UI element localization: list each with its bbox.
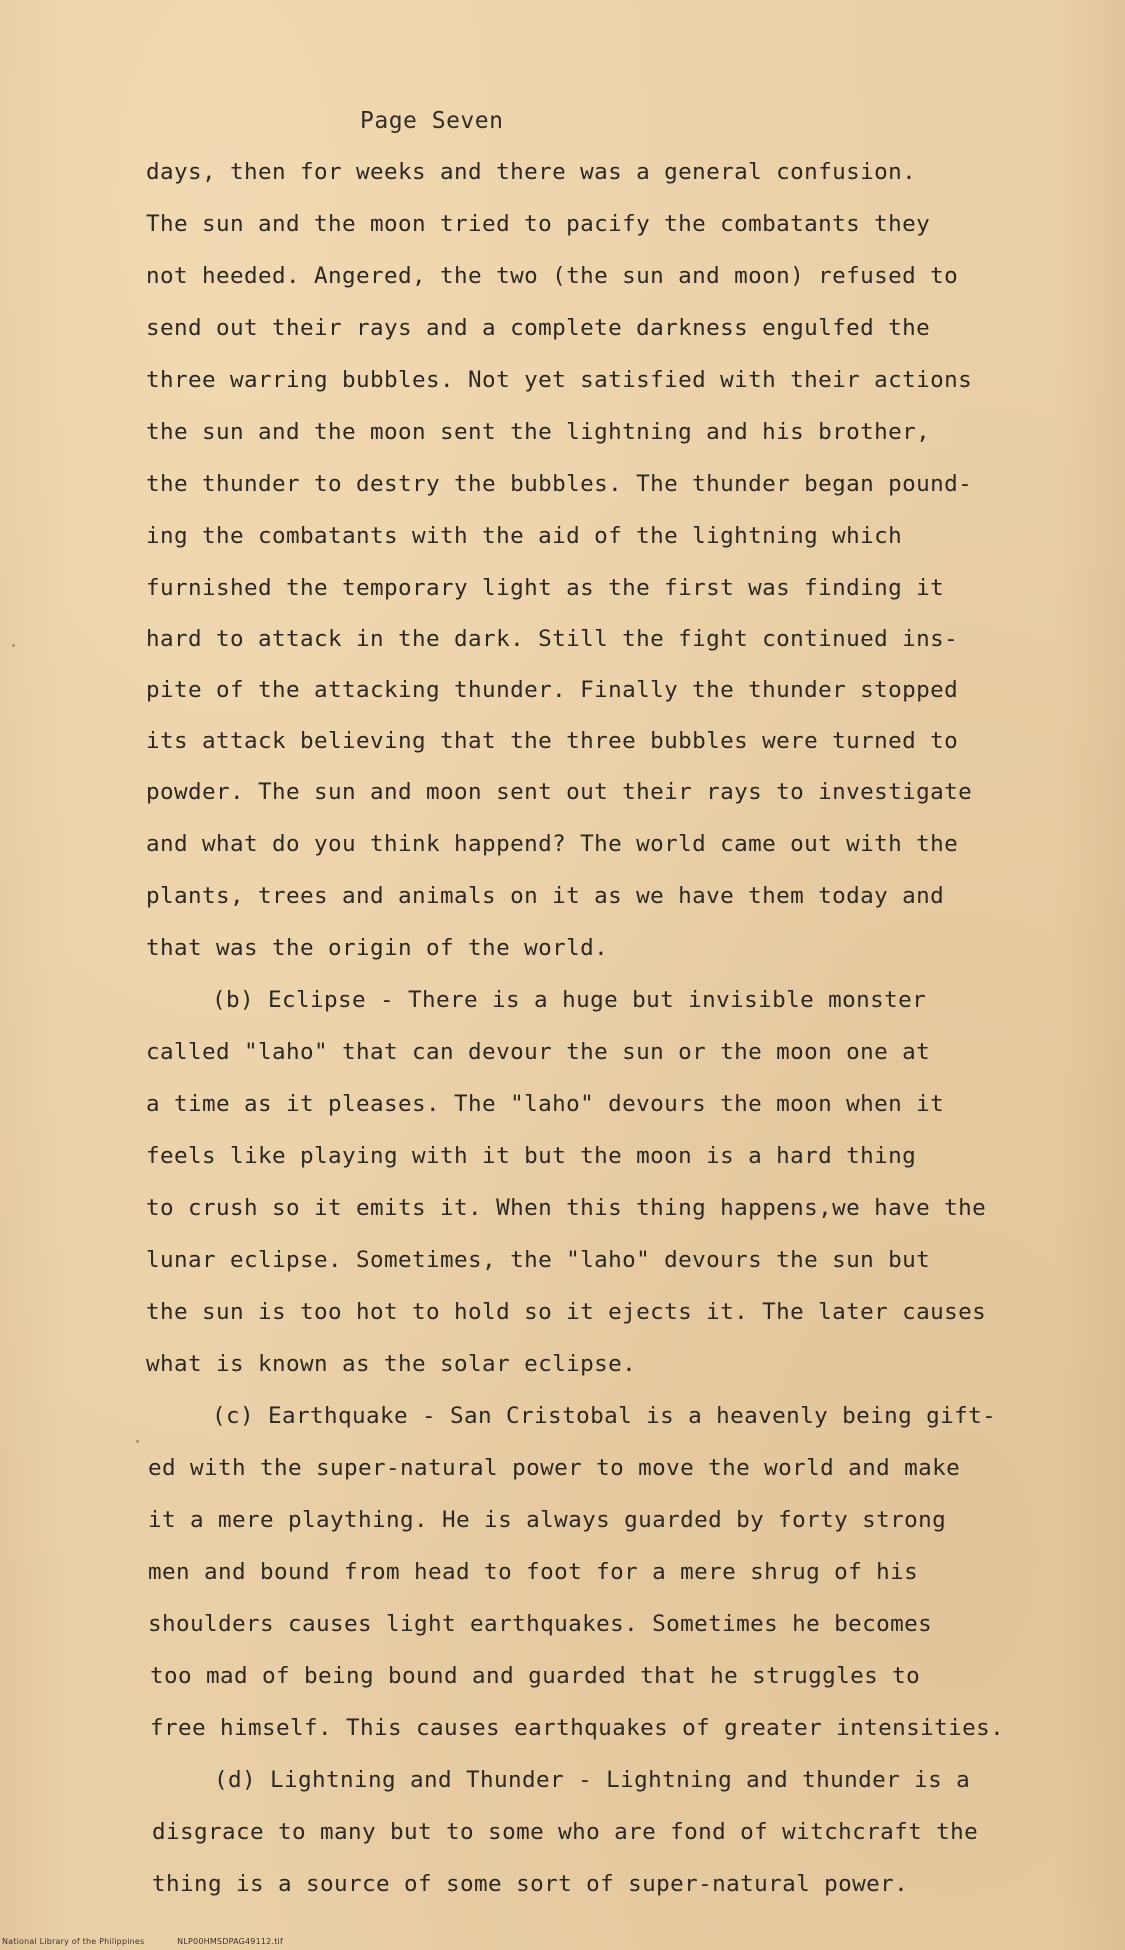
- text-line-7: the thunder to destry the bubbles. The thunder began pound-: [146, 471, 973, 497]
- scan-footer: [2, 1937, 313, 1946]
- text-line-17: (b) Eclipse - There is a huge but invisible monster: [212, 987, 927, 1013]
- text-line-32: (d) Lightning and Thunder - Lightning and thunder is a: [214, 1767, 971, 1793]
- library-credit: National Library of the Philippines: [2, 1937, 145, 1946]
- text-line-25: (c) Earthquake - San Cristobal is a heavenly being gift-: [212, 1403, 997, 1429]
- text-line-34: thing is a source of some sort of super-natural power.: [152, 1871, 909, 1897]
- text-line-31: free himself. This causes earthquakes of greater intensities.: [150, 1715, 1005, 1741]
- text-line-13: powder. The sun and moon sent out their rays to investigate: [146, 779, 973, 805]
- text-line-20: feels like playing with it but the moon is a hard thing: [146, 1143, 917, 1169]
- text-line-8: ing the combatants with the aid of the lightning which: [146, 523, 903, 549]
- text-line-5: three warring bubbles. Not yet satisfied with their actions: [146, 367, 973, 393]
- text-line-30: too mad of being bound and guarded that he struggles to: [150, 1663, 921, 1689]
- text-line-23: the sun is too hot to hold so it ejects it. The later causes: [146, 1299, 987, 1325]
- text-line-18: called "laho" that can devour the sun or the moon one at: [146, 1039, 931, 1065]
- page-title: Page Seven: [360, 108, 504, 134]
- text-line-22: lunar eclipse. Sometimes, the "laho" devours the sun but: [146, 1247, 931, 1273]
- text-line-4: send out their rays and a complete darkness engulfed the: [146, 315, 931, 341]
- text-line-24: what is known as the solar eclipse.: [146, 1351, 637, 1377]
- text-line-3: not heeded. Angered, the two (the sun and moon) refused to: [146, 263, 959, 289]
- text-line-27: it a mere plaything. He is always guarded by forty strong: [148, 1507, 947, 1533]
- text-line-21: to crush so it emits it. When this thing happens,we have the: [146, 1195, 987, 1221]
- text-line-2: The sun and the moon tried to pacify the combatants they: [146, 211, 931, 237]
- text-line-19: a time as it pleases. The "laho" devours the moon when it: [146, 1091, 945, 1117]
- text-line-16: that was the origin of the world.: [146, 935, 609, 961]
- text-line-29: shoulders causes light earthquakes. Sometimes he becomes: [148, 1611, 933, 1637]
- text-line-33: disgrace to many but to some who are fond of witchcraft the: [152, 1819, 979, 1845]
- paper-speck: [12, 644, 15, 647]
- text-line-28: men and bound from head to foot for a mere shrug of his: [148, 1559, 919, 1585]
- text-line-15: plants, trees and animals on it as we have them today and: [146, 883, 945, 909]
- text-line-26: ed with the super-natural power to move the world and make: [148, 1455, 961, 1481]
- file-identifier: NLP00HMSDPAG49112.tif: [177, 1937, 283, 1946]
- text-line-1: days, then for weeks and there was a general confusion.: [146, 159, 917, 185]
- text-line-10: hard to attack in the dark. Still the fight continued ins-: [146, 626, 959, 652]
- paper-speck: [136, 1440, 139, 1443]
- text-line-9: furnished the temporary light as the first was finding it: [146, 575, 945, 601]
- text-line-14: and what do you think happend? The world came out with the: [146, 831, 959, 857]
- text-line-12: its attack believing that the three bubbles were turned to: [146, 728, 959, 754]
- text-line-11: pite of the attacking thunder. Finally the thunder stopped: [146, 677, 959, 703]
- text-line-6: the sun and the moon sent the lightning and his brother,: [146, 419, 931, 445]
